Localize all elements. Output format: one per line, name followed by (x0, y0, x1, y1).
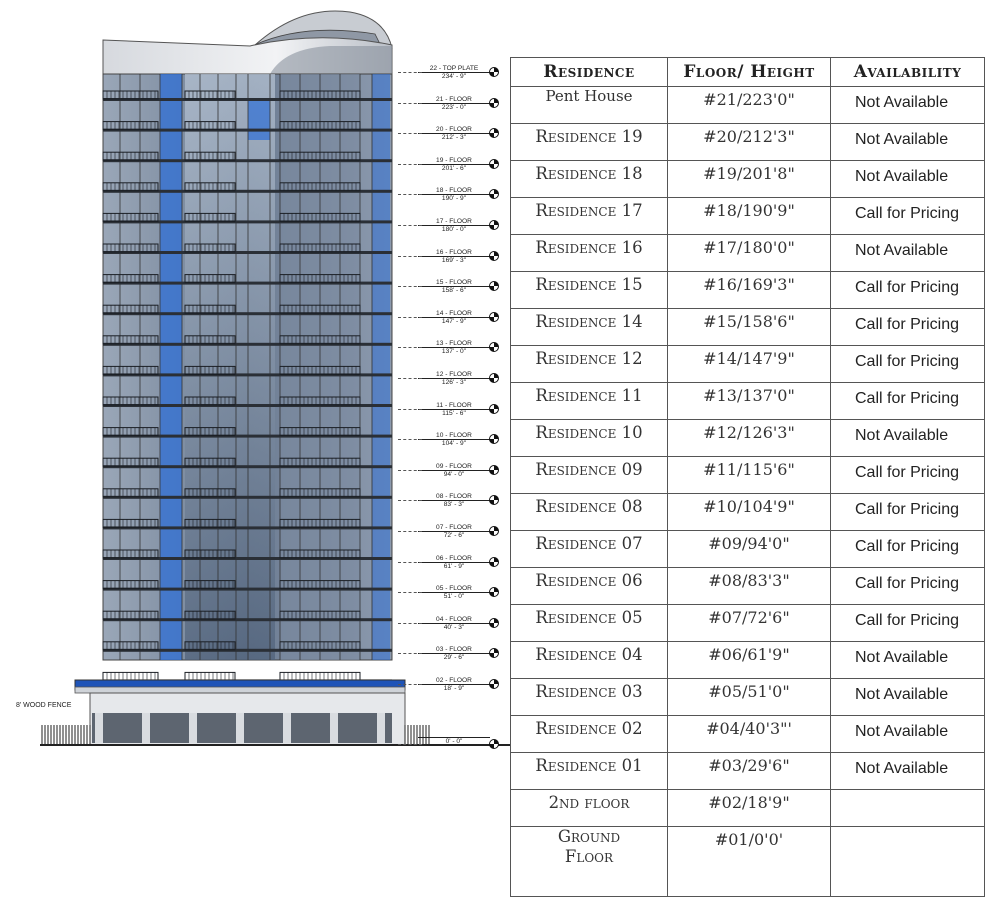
table-row (511, 827, 985, 897)
level-height: 51' - 0" (443, 593, 465, 601)
level-line (398, 164, 422, 165)
level-height: 212' - 3" (441, 134, 467, 142)
floor-height-cell: #12/126'3" (668, 420, 831, 457)
level-name: 14 - FLOOR (418, 310, 490, 318)
level-label (418, 218, 490, 233)
level-height: 169' - 3" (441, 256, 467, 264)
fence-label: 8' WOOD FENCE (16, 702, 72, 709)
availability-cell: Not Available (831, 753, 985, 790)
level-label (418, 493, 490, 508)
level-marker-icon (489, 404, 499, 414)
level-line (398, 592, 422, 593)
residence-cell: Residence 15 (511, 272, 668, 309)
residence-cell: Residence 14 (511, 309, 668, 346)
podium-column (377, 713, 385, 743)
availability-cell: Call for Pricing (831, 309, 985, 346)
table-row (511, 198, 985, 235)
level-line (398, 133, 422, 134)
floor-height-cell: #11/115'6" (668, 457, 831, 494)
level-line (398, 531, 422, 532)
level-name: 15 - FLOOR (418, 279, 490, 287)
residence-cell: Pent House (511, 87, 668, 124)
level-label (418, 65, 490, 80)
availability-cell: Not Available (831, 235, 985, 272)
level-name: 20 - FLOOR (418, 126, 490, 134)
level-marker-icon (489, 465, 499, 475)
floor-height-cell: #20/212'3" (668, 124, 831, 161)
residence-cell: 2nd floor (511, 790, 668, 827)
availability-cell: Call for Pricing (831, 531, 985, 568)
level-label (418, 402, 490, 417)
level-name: 04 - FLOOR (418, 616, 490, 624)
floor-height-cell: #05/51'0" (668, 679, 831, 716)
floor-height-cell: #10/104'9" (668, 494, 831, 531)
level-height: 18' - 9" (443, 685, 465, 692)
floor-height-cell: #09/94'0" (668, 531, 831, 568)
floor-height-cell: #17/180'0" (668, 235, 831, 272)
level-height: 61' - 9" (443, 562, 465, 570)
level-height: 137' - 0" (441, 348, 467, 356)
table-row (511, 309, 985, 346)
table-row (511, 457, 985, 494)
level-name: 16 - FLOOR (418, 249, 490, 257)
header-floor-height: Floor/ Height (668, 58, 831, 87)
table-row (511, 494, 985, 531)
level-marker-icon (489, 679, 499, 689)
level-line (398, 684, 422, 685)
level-line (398, 347, 422, 348)
building-elevation (0, 0, 510, 761)
level-line (398, 256, 422, 257)
level-label (418, 249, 490, 264)
availability-cell: Call for Pricing (831, 568, 985, 605)
level-label (418, 585, 490, 600)
level-line (398, 103, 422, 104)
level-marker-icon (489, 373, 499, 383)
level-height: 126' - 3" (441, 379, 467, 386)
level-marker-icon (489, 526, 499, 536)
level-name: 05 - FLOOR (418, 585, 490, 593)
table-row (511, 753, 985, 790)
level-name: 02 - FLOOR (418, 677, 490, 685)
level-height: 201' - 6" (441, 164, 467, 172)
floor-height-cell: #19/201'8" (668, 161, 831, 198)
residence-cell: Residence 08 (511, 494, 668, 531)
level-height: 223' - 0" (441, 103, 467, 111)
level-label (418, 524, 490, 539)
level-marker-icon (489, 159, 499, 169)
level-marker-icon (489, 98, 499, 108)
level-height: 83' - 3" (443, 501, 465, 509)
level-marker-icon (489, 618, 499, 628)
level-line (398, 562, 422, 563)
level-label (418, 646, 490, 661)
level-label (418, 677, 490, 692)
level-name: 11 - FLOOR (418, 402, 490, 410)
availability-cell: Not Available (831, 124, 985, 161)
level-label (418, 432, 490, 447)
residence-availability-table (510, 57, 985, 897)
level-label (418, 279, 490, 294)
residence-cell: Residence 06 (511, 568, 668, 605)
floor-height-cell: #14/147'9" (668, 346, 831, 383)
floor-height-cell: #15/158'6" (668, 309, 831, 346)
level-marker-icon (489, 557, 499, 567)
level-line (398, 194, 422, 195)
podium-column (283, 713, 291, 743)
level-name: 17 - FLOOR (418, 218, 490, 226)
table-row (511, 161, 985, 198)
availability-cell: Not Available (831, 716, 985, 753)
level-marker-icon (489, 312, 499, 322)
availability-cell: Not Available (831, 679, 985, 716)
level-height: 147' - 9" (441, 317, 467, 325)
level-label (418, 463, 490, 478)
level-line (398, 72, 422, 73)
floor-height-cell: #07/72'6" (668, 605, 831, 642)
floor-height-cell: #21/223'0" (668, 87, 831, 124)
table-row (511, 87, 985, 124)
level-marker-icon (489, 220, 499, 230)
podium-column (189, 713, 197, 743)
availability-cell (831, 790, 985, 827)
residence-cell: Residence 12 (511, 346, 668, 383)
table-row (511, 235, 985, 272)
level-name: 06 - FLOOR (418, 555, 490, 563)
level-name: 07 - FLOOR (418, 524, 490, 532)
table-row (511, 383, 985, 420)
table-row (511, 272, 985, 309)
floor-slab (103, 129, 392, 132)
table-header-row (511, 58, 985, 87)
level-line (398, 470, 422, 471)
residence-cell: Residence 17 (511, 198, 668, 235)
level-name: 13 - FLOOR (418, 340, 490, 348)
level-height: 115' - 6" (442, 409, 466, 417)
level-label (418, 310, 490, 325)
level-label (418, 340, 490, 355)
level-label (418, 157, 490, 172)
level-line (398, 623, 422, 624)
residence-cell: Residence 02 (511, 716, 668, 753)
header-residence: Residence (511, 58, 668, 87)
table-row (511, 679, 985, 716)
floor-height-cell: #13/137'0" (668, 383, 831, 420)
availability-cell: Call for Pricing (831, 494, 985, 531)
level-height: 234' - 9" (441, 73, 467, 80)
residence-cell: Residence 16 (511, 235, 668, 272)
table-row (511, 642, 985, 679)
level-label (418, 616, 490, 631)
level-name: 21 - FLOOR (418, 96, 490, 104)
residence-cell: Residence 09 (511, 457, 668, 494)
level-line (398, 439, 422, 440)
floor-height-cell: #16/169'3" (668, 272, 831, 309)
availability-cell: Not Available (831, 420, 985, 457)
availability-cell: Not Available (831, 87, 985, 124)
level-label (418, 187, 490, 202)
floor-height-cell: #01/0'0' (668, 827, 831, 897)
table-row (511, 420, 985, 457)
level-height: 94' - 0" (443, 470, 465, 478)
level-name: 03 - FLOOR (418, 646, 490, 654)
table-row (511, 790, 985, 827)
residence-cell: Residence 01 (511, 753, 668, 790)
availability-cell: Not Available (831, 161, 985, 198)
residence-cell: Residence 04 (511, 642, 668, 679)
podium-column (142, 713, 150, 743)
floor-height-cell: #03/29'6" (668, 753, 831, 790)
availability-cell: Call for Pricing (831, 346, 985, 383)
level-height: 0' - 0" (445, 738, 463, 745)
table-row (511, 605, 985, 642)
level-line (398, 409, 422, 410)
table-row (511, 346, 985, 383)
table-row (511, 531, 985, 568)
level-marker-icon (489, 739, 499, 749)
podium-column (95, 713, 103, 743)
residence-cell: Residence 07 (511, 531, 668, 568)
header-availability: Availability (831, 58, 985, 87)
level-name: 10 - FLOOR (418, 432, 490, 440)
floor-height-cell: #08/83'3" (668, 568, 831, 605)
table-row (511, 716, 985, 753)
availability-cell: Not Available (831, 642, 985, 679)
level-line (398, 500, 422, 501)
availability-cell: Call for Pricing (831, 605, 985, 642)
level-height: 104' - 9" (441, 440, 467, 448)
availability-cell: Call for Pricing (831, 198, 985, 235)
level-marker-icon (489, 251, 499, 261)
floor-height-cell: #18/190'9" (668, 198, 831, 235)
level-marker-icon (489, 67, 499, 77)
podium-column (236, 713, 244, 743)
availability-cell: Call for Pricing (831, 457, 985, 494)
floor-height-cell: #02/18'9" (668, 790, 831, 827)
level-line (398, 744, 422, 745)
level-line (398, 286, 422, 287)
residence-cell: Ground Floor (511, 827, 668, 897)
residence-cell: Residence 19 (511, 124, 668, 161)
table-row (511, 124, 985, 161)
residence-cell: Residence 11 (511, 383, 668, 420)
availability-cell: Call for Pricing (831, 383, 985, 420)
level-name: 19 - FLOOR (418, 157, 490, 165)
floor-height-cell: #06/61'9" (668, 642, 831, 679)
level-height: 190' - 9" (441, 195, 467, 203)
balcony-railing (185, 672, 235, 680)
level-line (398, 378, 422, 379)
level-line (398, 225, 422, 226)
level-height: 158' - 6" (441, 287, 467, 295)
level-line (398, 317, 422, 318)
level-name: 12 - FLOOR (418, 371, 490, 379)
level-label (418, 555, 490, 570)
level-line (398, 653, 422, 654)
level-height: 40' - 3" (443, 623, 465, 631)
podium-column (330, 713, 338, 743)
residence-cell: Residence 05 (511, 605, 668, 642)
level-label (418, 126, 490, 141)
residence-cell: Residence 03 (511, 679, 668, 716)
level-label (418, 96, 490, 111)
availability-cell: Call for Pricing (831, 272, 985, 309)
level-name: 09 - FLOOR (418, 463, 490, 471)
residence-cell: Residence 18 (511, 161, 668, 198)
level-height: 180' - 0" (441, 226, 467, 233)
residence-cell: Residence 10 (511, 420, 668, 457)
level-name: 18 - FLOOR (418, 187, 490, 195)
level-label (418, 737, 490, 745)
floor-height-cell: #04/40'3"' (668, 716, 831, 753)
level-name: 22 - TOP PLATE (418, 65, 490, 73)
availability-cell (831, 827, 985, 897)
level-label (418, 371, 490, 386)
level-name: 08 - FLOOR (418, 493, 490, 501)
table-row (511, 568, 985, 605)
level-height: 72' - 6" (443, 532, 465, 539)
level-height: 29' - 6" (443, 654, 465, 662)
